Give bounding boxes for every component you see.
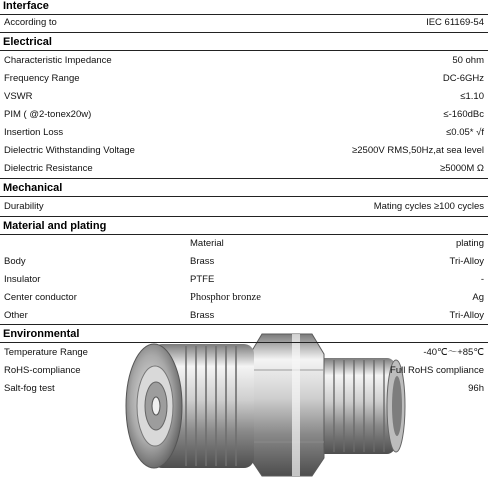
spec-row xyxy=(0,106,488,123)
spec-label: PIM ( @2-tonex20w) xyxy=(4,109,92,120)
plating-value: Tri-Alloy xyxy=(449,256,484,267)
divider xyxy=(0,196,488,197)
section-title-electrical: Electrical xyxy=(3,36,52,48)
spec-row xyxy=(0,124,488,141)
spec-value: IEC 61169-54 xyxy=(426,17,484,28)
section-title-material: Material and plating xyxy=(3,220,107,232)
spec-label: Durability xyxy=(4,201,44,212)
spec-row xyxy=(0,52,488,69)
divider xyxy=(0,50,488,51)
spec-value: 50 ohm xyxy=(452,55,484,66)
section-title-environmental: Environmental xyxy=(3,328,80,340)
spec-value: Full RoHS compliance xyxy=(390,365,484,376)
spec-label: Characteristic Impedance xyxy=(4,55,112,66)
spec-row xyxy=(0,88,488,105)
spec-row xyxy=(0,14,488,31)
material-row xyxy=(0,289,488,306)
material-part: Body xyxy=(4,256,26,267)
spec-row xyxy=(0,344,488,361)
spec-value: DC-6GHz xyxy=(442,73,484,84)
material-value: Brass xyxy=(190,310,215,321)
spec-label: RoHS-compliance xyxy=(4,365,81,376)
spec-value: ≥2500V RMS,50Hz,at sea level xyxy=(352,145,484,156)
material-part: Other xyxy=(4,310,28,321)
spec-value: ≤1.10 xyxy=(460,91,484,102)
spec-row xyxy=(0,160,488,177)
spec-row xyxy=(0,380,488,397)
material-row xyxy=(0,271,488,288)
spec-row xyxy=(0,142,488,159)
spec-label: Dielectric Resistance xyxy=(4,163,93,174)
spec-row xyxy=(0,198,488,215)
divider xyxy=(0,178,488,179)
spec-value: 96h xyxy=(468,383,484,394)
spec-label: VSWR xyxy=(4,91,33,102)
spec-value: ≥5000M Ω xyxy=(439,163,484,174)
plating-value: Ag xyxy=(472,292,484,303)
divider xyxy=(0,216,488,217)
spec-row xyxy=(0,70,488,87)
section-title-interface: Interface xyxy=(3,0,49,12)
plating-value: - xyxy=(480,274,484,285)
column-header-plating: plating xyxy=(456,238,484,249)
spec-label: Insertion Loss xyxy=(4,127,64,138)
material-row xyxy=(0,307,488,324)
material-part: Insulator xyxy=(4,274,41,285)
spec-label: Salt-fog test xyxy=(4,383,55,394)
section-title-mechanical: Mechanical xyxy=(3,182,63,194)
spec-label: Dielectric Withstanding Voltage xyxy=(4,145,135,156)
spec-row xyxy=(0,362,488,379)
material-part: Center conductor xyxy=(4,292,77,303)
divider xyxy=(0,32,488,33)
material-header-row xyxy=(0,235,488,252)
spec-label: Temperature Range xyxy=(4,347,88,358)
material-value: Phosphor bronze xyxy=(190,292,261,303)
spec-value: Mating cycles ≥100 cycles xyxy=(373,201,484,212)
divider xyxy=(0,324,488,325)
plating-value: Tri-Alloy xyxy=(449,310,484,321)
spec-label: Frequency Range xyxy=(4,73,80,84)
spec-label: According to xyxy=(4,17,57,28)
spec-value: ≤0.05* √f xyxy=(446,127,484,138)
material-row xyxy=(0,253,488,270)
material-value: Brass xyxy=(190,256,215,267)
column-header-material: Material xyxy=(190,238,224,249)
material-value: PTFE xyxy=(190,274,215,285)
spec-value: -40℃～+85℃ xyxy=(423,347,484,358)
divider xyxy=(0,342,488,343)
spec-value: ≤-160dBc xyxy=(443,109,484,120)
